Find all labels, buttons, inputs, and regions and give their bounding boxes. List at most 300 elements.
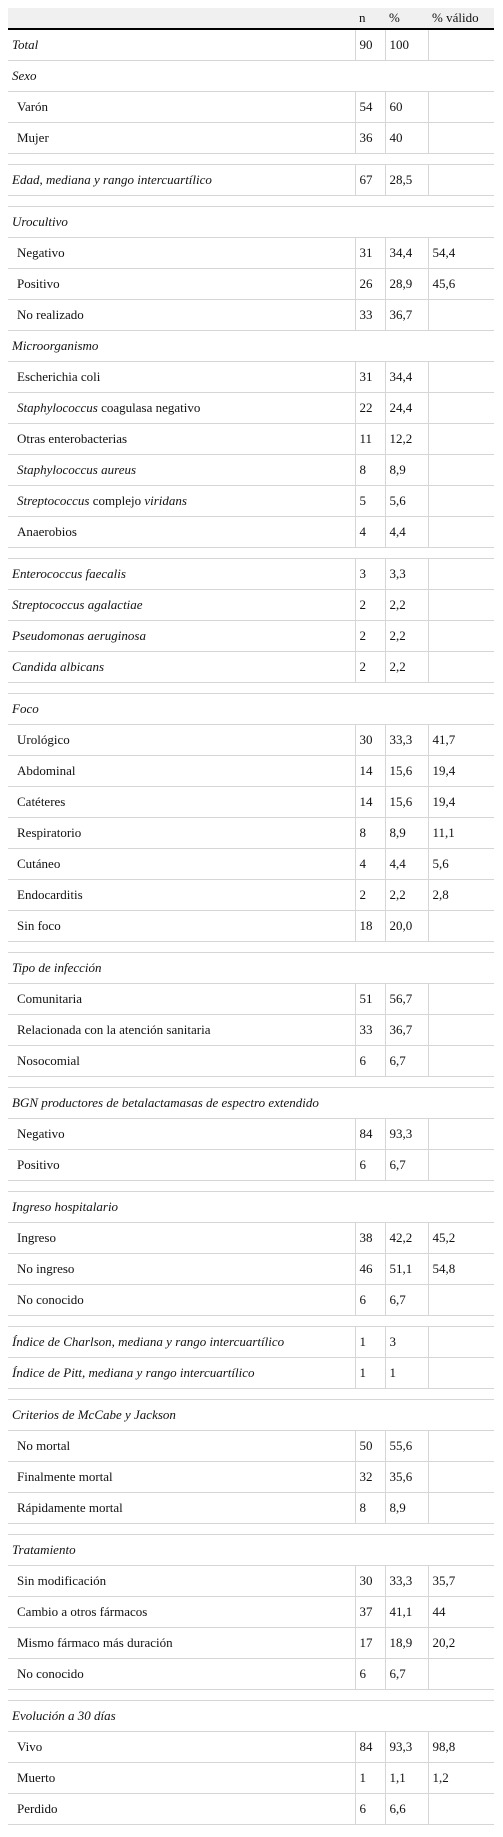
section-header-row <box>8 331 494 362</box>
section-title <box>8 1535 494 1566</box>
row-label-text: Edad, mediana y rango intercuartílico <box>12 172 212 187</box>
row-label-text: Pseudomonas aeruginosa <box>12 628 146 643</box>
section-title-text: Tratamiento <box>12 1542 76 1557</box>
cell-valid-percent: 45,2 <box>428 1223 494 1254</box>
cell-percent: 35,6 <box>385 1462 428 1493</box>
table-row <box>8 559 494 590</box>
row-label <box>8 517 355 548</box>
cell-percent: 40 <box>385 123 428 154</box>
row-label-text: No conocido <box>17 1292 84 1307</box>
section-title <box>8 331 494 362</box>
cell-n: 67 <box>355 165 385 196</box>
cell-percent: 3,3 <box>385 559 428 590</box>
cell-percent: 36,7 <box>385 1015 428 1046</box>
row-label <box>8 300 355 331</box>
row-label <box>8 1462 355 1493</box>
row-label-text: Sin foco <box>17 918 61 933</box>
spacer-row <box>8 548 494 559</box>
row-label <box>8 424 355 455</box>
cell-valid-percent <box>428 29 494 61</box>
row-label <box>8 1493 355 1524</box>
cell-percent: 1 <box>385 1358 428 1389</box>
cell-percent: 15,6 <box>385 756 428 787</box>
row-label-text: Cutáneo <box>17 856 61 871</box>
cell-valid-percent: 19,4 <box>428 787 494 818</box>
header-valid-percent: % válido <box>428 8 494 29</box>
row-label-text: No mortal <box>17 1438 71 1453</box>
cell-valid-percent: 1,2 <box>428 1763 494 1794</box>
section-title-text: BGN productores de betalactamasas de espectro extendido <box>12 1095 319 1110</box>
table-row <box>8 362 494 393</box>
cell-n: 5 <box>355 486 385 517</box>
cell-percent: 8,9 <box>385 1493 428 1524</box>
cell-percent: 2,2 <box>385 880 428 911</box>
row-label <box>8 1763 355 1794</box>
section-title <box>8 694 494 725</box>
cell-percent: 15,6 <box>385 787 428 818</box>
spacer-row <box>8 1690 494 1701</box>
cell-valid-percent <box>428 165 494 196</box>
row-label <box>8 787 355 818</box>
row-label-text: Total <box>12 37 39 52</box>
row-label-part: viridans <box>144 493 187 508</box>
cell-n: 17 <box>355 1628 385 1659</box>
table-row <box>8 621 494 652</box>
row-label <box>8 455 355 486</box>
table-row <box>8 984 494 1015</box>
cell-percent: 8,9 <box>385 455 428 486</box>
spacer-row <box>8 1181 494 1192</box>
row-label-text: Abdominal <box>17 763 76 778</box>
section-title <box>8 207 494 238</box>
row-label <box>8 123 355 154</box>
cell-percent: 93,3 <box>385 1732 428 1763</box>
cell-percent: 34,4 <box>385 238 428 269</box>
row-label-text: Otras enterobacterias <box>17 431 128 446</box>
cell-percent: 24,4 <box>385 393 428 424</box>
row-label <box>8 1794 355 1825</box>
cell-percent: 12,2 <box>385 424 428 455</box>
cell-n: 32 <box>355 1462 385 1493</box>
cell-percent: 1,1 <box>385 1763 428 1794</box>
table-row <box>8 1046 494 1077</box>
cell-valid-percent: 44 <box>428 1597 494 1628</box>
cell-percent: 60 <box>385 92 428 123</box>
section-title <box>8 953 494 984</box>
row-label-text: Sin modificación <box>17 1573 107 1588</box>
table-row <box>8 1015 494 1046</box>
row-label-text: Comunitaria <box>17 991 82 1006</box>
row-label <box>8 1015 355 1046</box>
table-body <box>8 29 494 1825</box>
cell-valid-percent <box>428 621 494 652</box>
table-row <box>8 787 494 818</box>
row-label-text: Perdido <box>17 1801 58 1816</box>
cell-percent: 55,6 <box>385 1431 428 1462</box>
table-row <box>8 1358 494 1389</box>
cell-n: 54 <box>355 92 385 123</box>
row-label-text: Positivo <box>17 276 60 291</box>
row-label <box>8 393 355 424</box>
cell-percent: 6,7 <box>385 1150 428 1181</box>
cell-valid-percent <box>428 300 494 331</box>
table-row <box>8 1493 494 1524</box>
cell-valid-percent <box>428 1462 494 1493</box>
spacer-cell <box>8 1316 494 1327</box>
row-label-text: Negativo <box>17 245 65 260</box>
cell-percent: 6,7 <box>385 1659 428 1690</box>
cell-n: 2 <box>355 590 385 621</box>
cell-percent: 3 <box>385 1327 428 1358</box>
row-label <box>8 911 355 942</box>
row-label <box>8 269 355 300</box>
cell-valid-percent <box>428 1015 494 1046</box>
cell-valid-percent: 5,6 <box>428 849 494 880</box>
section-title-text: Criterios de McCabe y Jackson <box>12 1407 176 1422</box>
cell-n: 14 <box>355 756 385 787</box>
cell-n: 18 <box>355 911 385 942</box>
row-label <box>8 29 355 61</box>
cell-percent: 33,3 <box>385 725 428 756</box>
cell-n: 36 <box>355 123 385 154</box>
spacer-row <box>8 1316 494 1327</box>
cell-n: 6 <box>355 1794 385 1825</box>
cell-percent: 41,1 <box>385 1597 428 1628</box>
spacer-cell <box>8 683 494 694</box>
cell-percent: 42,2 <box>385 1223 428 1254</box>
table-row <box>8 1763 494 1794</box>
row-label-text: Finalmente mortal <box>17 1469 113 1484</box>
row-label-part: Staphylococcus <box>17 400 98 415</box>
section-title-text: Evolución a 30 días <box>12 1708 116 1723</box>
cell-valid-percent <box>428 1119 494 1150</box>
cell-n: 30 <box>355 1566 385 1597</box>
row-label-text: Rápidamente mortal <box>17 1500 123 1515</box>
row-label-text: Mismo fármaco más duración <box>17 1635 173 1650</box>
section-title <box>8 1088 494 1119</box>
cell-n: 11 <box>355 424 385 455</box>
row-label <box>8 880 355 911</box>
cell-n: 6 <box>355 1150 385 1181</box>
section-header-row <box>8 1400 494 1431</box>
row-label-text: Cambio a otros fármacos <box>17 1604 148 1619</box>
table-row <box>8 1794 494 1825</box>
cell-valid-percent <box>428 1327 494 1358</box>
cell-percent: 4,4 <box>385 849 428 880</box>
cell-n: 2 <box>355 880 385 911</box>
cell-valid-percent <box>428 424 494 455</box>
spacer-cell <box>8 196 494 207</box>
row-label-text: Nosocomial <box>17 1053 80 1068</box>
row-label <box>8 1566 355 1597</box>
header-label <box>8 8 355 29</box>
section-header-row <box>8 953 494 984</box>
row-label <box>8 1046 355 1077</box>
cell-n: 38 <box>355 1223 385 1254</box>
row-label <box>8 1285 355 1316</box>
cell-valid-percent: 54,8 <box>428 1254 494 1285</box>
cell-percent: 6,6 <box>385 1794 428 1825</box>
row-label <box>8 849 355 880</box>
cell-n: 84 <box>355 1119 385 1150</box>
cell-valid-percent: 98,8 <box>428 1732 494 1763</box>
cell-percent: 2,2 <box>385 590 428 621</box>
row-label-text: Negativo <box>17 1126 65 1141</box>
section-title-text: Sexo <box>12 68 37 83</box>
table-row <box>8 1327 494 1358</box>
row-label-text: No conocido <box>17 1666 84 1681</box>
spacer-cell <box>8 1077 494 1088</box>
cell-percent: 100 <box>385 29 428 61</box>
row-label <box>8 652 355 683</box>
section-header-row <box>8 61 494 92</box>
cell-percent: 93,3 <box>385 1119 428 1150</box>
table-row <box>8 1119 494 1150</box>
spacer-cell <box>8 942 494 953</box>
cell-n: 50 <box>355 1431 385 1462</box>
table-row <box>8 1285 494 1316</box>
cell-n: 31 <box>355 238 385 269</box>
row-label <box>8 1597 355 1628</box>
table-row <box>8 486 494 517</box>
cell-percent: 36,7 <box>385 300 428 331</box>
table-row <box>8 269 494 300</box>
row-label <box>8 1327 355 1358</box>
cell-percent: 18,9 <box>385 1628 428 1659</box>
cell-percent: 34,4 <box>385 362 428 393</box>
row-label <box>8 1732 355 1763</box>
cell-valid-percent <box>428 1659 494 1690</box>
section-title <box>8 1192 494 1223</box>
cell-valid-percent <box>428 1794 494 1825</box>
table-row <box>8 1462 494 1493</box>
cell-valid-percent <box>428 590 494 621</box>
cell-valid-percent <box>428 1431 494 1462</box>
spacer-cell <box>8 1389 494 1400</box>
cell-valid-percent <box>428 652 494 683</box>
cell-valid-percent <box>428 92 494 123</box>
cell-n: 26 <box>355 269 385 300</box>
cell-n: 90 <box>355 29 385 61</box>
cell-valid-percent <box>428 984 494 1015</box>
row-label-text: Anaerobios <box>17 524 77 539</box>
table-row <box>8 849 494 880</box>
row-label <box>8 1119 355 1150</box>
table-row <box>8 1431 494 1462</box>
section-title-text: Ingreso hospitalario <box>12 1199 119 1214</box>
cell-valid-percent <box>428 559 494 590</box>
table-container <box>0 8 503 1825</box>
table-row <box>8 1566 494 1597</box>
cell-n: 84 <box>355 1732 385 1763</box>
cell-n: 33 <box>355 1015 385 1046</box>
row-label-part: Streptococcus <box>17 493 90 508</box>
cell-n: 3 <box>355 559 385 590</box>
section-title-text: Tipo de infección <box>12 960 102 975</box>
row-label <box>8 984 355 1015</box>
row-label-text: Candida albicans <box>12 659 105 674</box>
spacer-cell <box>8 154 494 165</box>
cell-valid-percent <box>428 455 494 486</box>
cell-percent: 5,6 <box>385 486 428 517</box>
table-row <box>8 238 494 269</box>
row-label <box>8 1358 355 1389</box>
table-row <box>8 300 494 331</box>
cell-n: 2 <box>355 652 385 683</box>
cell-valid-percent <box>428 362 494 393</box>
cell-valid-percent: 19,4 <box>428 756 494 787</box>
cell-percent: 2,2 <box>385 621 428 652</box>
row-label-part: complejo <box>89 493 145 508</box>
section-title <box>8 61 494 92</box>
table-row <box>8 1659 494 1690</box>
cell-percent: 51,1 <box>385 1254 428 1285</box>
section-header-row <box>8 1701 494 1732</box>
cell-percent: 56,7 <box>385 984 428 1015</box>
cell-n: 37 <box>355 1597 385 1628</box>
row-label-text: Índice de Pitt, mediana y rango intercuartílico <box>12 1365 255 1380</box>
header-row <box>8 8 494 29</box>
cell-percent: 2,2 <box>385 652 428 683</box>
row-label <box>8 1628 355 1659</box>
header-percent: % <box>385 8 428 29</box>
section-title-text: Microorganismo <box>12 338 99 353</box>
cell-n: 31 <box>355 362 385 393</box>
cell-percent: 20,0 <box>385 911 428 942</box>
table-row <box>8 725 494 756</box>
cell-valid-percent: 41,7 <box>428 725 494 756</box>
table-row <box>8 818 494 849</box>
spacer-row <box>8 683 494 694</box>
table-row <box>8 455 494 486</box>
row-label-text: Mujer <box>17 130 49 145</box>
cell-n: 8 <box>355 455 385 486</box>
cell-percent: 6,7 <box>385 1046 428 1077</box>
cell-valid-percent: 2,8 <box>428 880 494 911</box>
row-label-text: Escherichia coli <box>17 369 101 384</box>
row-label <box>8 559 355 590</box>
cell-valid-percent <box>428 393 494 424</box>
row-label <box>8 590 355 621</box>
row-label-text: Vivo <box>17 1739 43 1754</box>
cell-n: 8 <box>355 1493 385 1524</box>
cell-n: 33 <box>355 300 385 331</box>
row-label <box>8 756 355 787</box>
cell-valid-percent <box>428 123 494 154</box>
row-label <box>8 725 355 756</box>
row-label <box>8 1150 355 1181</box>
row-label-text: Endocarditis <box>17 887 83 902</box>
table-row <box>8 29 494 61</box>
table-row <box>8 123 494 154</box>
cell-valid-percent: 45,6 <box>428 269 494 300</box>
cell-n: 6 <box>355 1659 385 1690</box>
spacer-row <box>8 1077 494 1088</box>
section-title <box>8 1701 494 1732</box>
table-row <box>8 393 494 424</box>
row-label <box>8 165 355 196</box>
row-label-text: No realizado <box>17 307 84 322</box>
cell-n: 4 <box>355 517 385 548</box>
cell-percent: 28,5 <box>385 165 428 196</box>
row-label-part: coagulasa negativo <box>97 400 201 415</box>
cell-n: 2 <box>355 621 385 652</box>
cell-percent: 4,4 <box>385 517 428 548</box>
row-label <box>8 362 355 393</box>
section-header-row <box>8 694 494 725</box>
cell-n: 46 <box>355 1254 385 1285</box>
cell-valid-percent <box>428 1150 494 1181</box>
spacer-cell <box>8 548 494 559</box>
cell-percent: 33,3 <box>385 1566 428 1597</box>
cell-n: 1 <box>355 1358 385 1389</box>
table-row <box>8 1150 494 1181</box>
cell-n: 1 <box>355 1327 385 1358</box>
cell-n: 4 <box>355 849 385 880</box>
cell-percent: 6,7 <box>385 1285 428 1316</box>
row-label <box>8 92 355 123</box>
spacer-cell <box>8 1181 494 1192</box>
table-row <box>8 1254 494 1285</box>
cell-valid-percent: 54,4 <box>428 238 494 269</box>
table-row <box>8 911 494 942</box>
cell-valid-percent <box>428 486 494 517</box>
cell-n: 8 <box>355 818 385 849</box>
cell-n: 22 <box>355 393 385 424</box>
table-row <box>8 1628 494 1659</box>
table-row <box>8 1223 494 1254</box>
section-header-row <box>8 1192 494 1223</box>
cell-valid-percent <box>428 517 494 548</box>
row-label <box>8 1254 355 1285</box>
row-label-text: Varón <box>17 99 49 114</box>
section-header-row <box>8 1535 494 1566</box>
table-header <box>8 8 494 29</box>
cell-valid-percent: 20,2 <box>428 1628 494 1659</box>
spacer-row <box>8 196 494 207</box>
table-row <box>8 92 494 123</box>
cell-percent: 8,9 <box>385 818 428 849</box>
row-label <box>8 1223 355 1254</box>
row-label-text: Muerto <box>17 1770 56 1785</box>
row-label-text: Enterococcus faecalis <box>12 566 126 581</box>
cell-n: 30 <box>355 725 385 756</box>
spacer-row <box>8 154 494 165</box>
table-row <box>8 517 494 548</box>
cell-valid-percent <box>428 1493 494 1524</box>
section-header-row <box>8 207 494 238</box>
cell-valid-percent <box>428 1358 494 1389</box>
row-label-text: No ingreso <box>17 1261 75 1276</box>
row-label-text: Staphylococcus aureus <box>17 462 137 477</box>
table-row <box>8 424 494 455</box>
cell-valid-percent <box>428 911 494 942</box>
row-label-text: Respiratorio <box>17 825 82 840</box>
row-label <box>8 486 355 517</box>
table-row <box>8 1732 494 1763</box>
row-label-text: Streptococcus agalactiae <box>12 597 143 612</box>
header-n: n <box>355 8 385 29</box>
row-label-text: Catéteres <box>17 794 66 809</box>
cell-n: 1 <box>355 1763 385 1794</box>
spacer-row <box>8 1389 494 1400</box>
spacer-cell <box>8 1690 494 1701</box>
cell-valid-percent: 11,1 <box>428 818 494 849</box>
spacer-cell <box>8 1524 494 1535</box>
cell-n: 6 <box>355 1285 385 1316</box>
section-title <box>8 1400 494 1431</box>
table-row <box>8 1597 494 1628</box>
